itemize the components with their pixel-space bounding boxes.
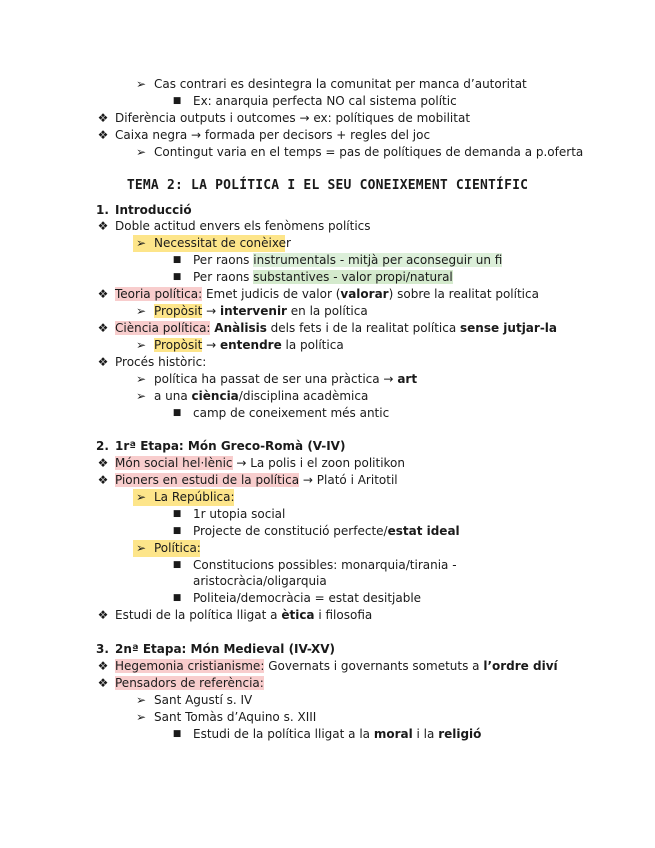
line-text: Sant Agustí s. IV: [154, 693, 253, 707]
line-text: Ciència política: Anàlisis dels fets i de la realitat política sense jutjar-la: [115, 321, 558, 335]
bullet-line: [0, 127, 655, 144]
line-text: Politeia/democràcia = estat desitjable: [193, 591, 422, 605]
line-text: Ex: anarquia perfecta NO cal sistema polític: [193, 94, 457, 108]
bullet-line: [0, 540, 655, 557]
line-text: 1r utopia social: [193, 507, 286, 521]
line-text: Sant Tomàs d’Aquino s. XIII: [154, 710, 317, 724]
section-number: 2.: [96, 439, 109, 453]
line-text: Estudi de la política lligat a la moral i la religió: [193, 727, 482, 741]
square-bullet-icon: ■: [172, 272, 182, 282]
bullet-line: [0, 523, 655, 540]
diamond-bullet-icon: ❖: [97, 473, 109, 487]
bullet-line: [0, 371, 655, 388]
bullet-line: [0, 726, 655, 743]
diamond-bullet-icon: ❖: [97, 659, 109, 673]
line-text: Projecte de constitució perfecte/estat ideal: [193, 524, 460, 538]
section-number: 1.: [96, 203, 109, 217]
bullet-line: [0, 506, 655, 523]
line-text: Per raons instrumentals - mitjà per aconseguir un fi: [193, 253, 503, 267]
square-bullet-icon: ■: [172, 729, 182, 739]
line-text: Propòsit → intervenir en la política: [154, 304, 368, 318]
arrow-bullet-icon: ➢: [135, 372, 147, 386]
line-text: Necessitat de conèixer: [154, 236, 291, 250]
diamond-bullet-icon: ❖: [97, 111, 109, 125]
bullet-line: [0, 269, 655, 286]
arrow-bullet-icon: ➢: [135, 710, 147, 724]
section-heading: [0, 202, 655, 219]
arrow-bullet-icon: ➢: [135, 145, 147, 159]
square-bullet-icon: ■: [172, 408, 182, 418]
bullet-line: [0, 235, 655, 252]
arrow-bullet-icon: ➢: [135, 338, 147, 352]
line-text: La República:: [154, 490, 235, 504]
line-text: Política:: [154, 541, 201, 555]
arrow-bullet-icon: ➢: [135, 693, 147, 707]
arrow-bullet-icon: ➢: [135, 304, 147, 318]
line-text: Per raons substantives - valor propi/natural: [193, 270, 453, 284]
line-text: Hegemonia cristianisme: Governats i governants sometuts a l’ordre diví: [115, 659, 558, 673]
diamond-bullet-icon: ❖: [97, 355, 109, 369]
line-text: política ha passat de ser una pràctica → art: [154, 372, 418, 386]
section-heading: [0, 438, 655, 455]
bullet-line: [0, 607, 655, 624]
section-title: 1rª Etapa: Món Greco-Romà (V-IV): [115, 439, 346, 453]
line-text: Caixa negra → formada per decisors + regles del joc: [115, 128, 431, 142]
bullet-line: [0, 252, 655, 269]
line-text: Propòsit → entendre la política: [154, 338, 344, 352]
line-text: Teoria política: Emet judicis de valor (valorar) sobre la realitat política: [115, 287, 539, 301]
section-title: 2nª Etapa: Món Medieval (IV-XV): [115, 642, 335, 656]
diamond-bullet-icon: ❖: [97, 128, 109, 142]
diamond-bullet-icon: ❖: [97, 456, 109, 470]
bullet-line: [0, 557, 655, 574]
bullet-line: [0, 354, 655, 371]
line-text: Doble actitud envers els fenòmens polítics: [115, 219, 371, 233]
bullet-line: [0, 286, 655, 303]
page-title: TEMA 2: LA POLÍTICA I EL SEU CONEIXEMENT CIENTÍFIC: [126, 178, 529, 193]
bullet-line: [0, 658, 655, 675]
bullet-line: [0, 455, 655, 472]
bullet-line: [0, 489, 655, 506]
bullet-line: [0, 93, 655, 110]
bullet-line: [0, 692, 655, 709]
bullet-line: [0, 675, 655, 692]
square-bullet-icon: ■: [172, 509, 182, 519]
bullet-line: [0, 320, 655, 337]
bullet-line: [0, 144, 655, 161]
line-text: Constitucions possibles: monarquia/tirania -: [193, 558, 457, 572]
square-bullet-icon: ■: [172, 593, 182, 603]
line-text: aristocràcia/oligarquia: [193, 574, 327, 588]
bullet-line: [0, 590, 655, 607]
square-bullet-icon: ■: [172, 526, 182, 536]
line-text: Procés històric:: [115, 355, 207, 369]
section-heading: [0, 641, 655, 658]
bullet-line: [0, 337, 655, 354]
arrow-bullet-icon: ➢: [135, 541, 147, 555]
line-text: Món social hel·lènic → La polis i el zoon politikon: [115, 456, 405, 470]
line-text: Pioners en estudi de la política → Plató i Aritotil: [115, 473, 398, 487]
bullet-line: [0, 76, 655, 93]
diamond-bullet-icon: ❖: [97, 287, 109, 301]
arrow-bullet-icon: ➢: [135, 490, 147, 504]
bullet-line: [0, 709, 655, 726]
arrow-bullet-icon: ➢: [135, 389, 147, 403]
diamond-bullet-icon: ❖: [97, 676, 109, 690]
bullet-line: [0, 218, 655, 235]
bullet-line: [0, 472, 655, 489]
line-text: Cas contrari es desintegra la comunitat per manca d’autoritat: [154, 77, 527, 91]
line-text: camp de coneixement més antic: [193, 406, 390, 420]
line-text: Diferència outputs i outcomes → ex: polítiques de mobilitat: [115, 111, 471, 125]
diamond-bullet-icon: ❖: [97, 321, 109, 335]
bullet-line: [0, 303, 655, 320]
section-title: Introducció: [115, 203, 192, 217]
square-bullet-icon: ■: [172, 560, 182, 570]
line-text: Estudi de la política lligat a ètica i filosofia: [115, 608, 373, 622]
diamond-bullet-icon: ❖: [97, 219, 109, 233]
arrow-bullet-icon: ➢: [135, 77, 147, 91]
square-bullet-icon: ■: [172, 255, 182, 265]
line-text: Pensadors de referència:: [115, 676, 264, 690]
section-number: 3.: [96, 642, 109, 656]
bullet-line: [0, 405, 655, 422]
square-bullet-icon: ■: [172, 96, 182, 106]
diamond-bullet-icon: ❖: [97, 608, 109, 622]
line-text: Contingut varia en el temps = pas de polítiques de demanda a p.oferta: [154, 145, 584, 159]
bullet-line: [0, 388, 655, 405]
bullet-line: [0, 110, 655, 127]
bullet-line: [0, 573, 655, 590]
arrow-bullet-icon: ➢: [135, 236, 147, 250]
line-text: a una ciència/disciplina acadèmica: [154, 389, 369, 403]
